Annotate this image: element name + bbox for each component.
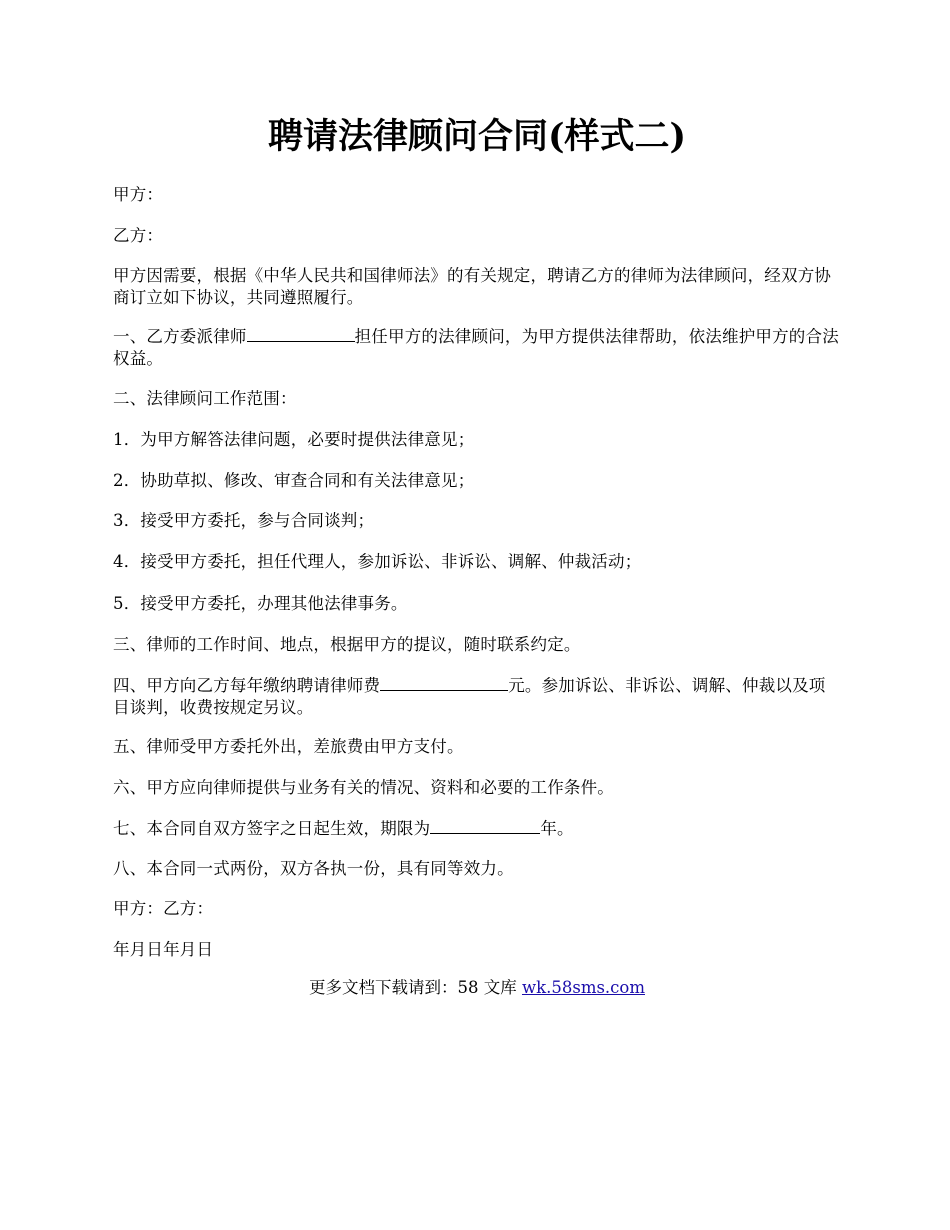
scope-item-3: 3．接受甲方委托，参与合同谈判； <box>113 511 375 530</box>
lawyer-name-blank <box>247 325 355 342</box>
clause-3: 三、律师的工作时间、地点，根据甲方的提议，随时联系约定。 <box>113 635 581 654</box>
clause-1 <box>113 325 841 370</box>
party-a-label: 甲方： <box>113 185 164 204</box>
scope-item-5: 5．接受甲方委托，办理其他法律事务。 <box>113 594 408 613</box>
scope-item-2: 2．协助草拟、修改、审查合同和有关法律意见； <box>113 471 475 490</box>
signature-dates: 年月日年月日 <box>113 940 214 959</box>
party-b-label: 乙方： <box>113 226 164 245</box>
clause-4-text-after: 元。参加诉讼、非诉讼、调解、仲裁以及项目谈判，收费按规定另议。 <box>113 676 826 717</box>
clause-2: 二、法律顾问工作范围： <box>113 389 297 408</box>
preamble-paragraph: 甲方因需要，根据《中华人民共和国律师法》的有关规定，聘请乙方的律师为法律顾问，经双方协商订立如下协议，共同遵照履行。 <box>113 266 832 307</box>
scope-item-1: 1．为甲方解答法律问题，必要时提供法律意见； <box>113 430 475 449</box>
fee-amount-blank <box>380 674 508 691</box>
scope-item-4: 4．接受甲方委托，担任代理人，参加诉讼、非诉讼、调解、仲裁活动； <box>113 552 642 571</box>
clause-7-text-before: 七、本合同自双方签字之日起生效，期限为 <box>113 819 431 838</box>
clause-1-text-after: 担任甲方的法律顾问，为甲方提供法律帮助，依法维护甲方的合法权益。 <box>113 327 839 368</box>
clause-4-text-before: 四、甲方向乙方每年缴纳聘请律师费 <box>113 676 381 695</box>
download-site-link[interactable]: wk.58sms.com <box>521 978 645 997</box>
download-footer <box>113 977 841 999</box>
clause-1-text-before: 一、乙方委派律师 <box>113 327 247 346</box>
term-years-blank <box>430 817 540 834</box>
clause-7-text-after: 年。 <box>540 819 574 838</box>
footer-text: 更多文档下载请到：58 文库 <box>308 978 522 997</box>
signature-parties: 甲方：乙方： <box>113 899 214 918</box>
document-title: 聘请法律顾问合同(样式二) <box>267 116 687 157</box>
clause-6: 六、甲方应向律师提供与业务有关的情况、资料和必要的工作条件。 <box>113 778 614 797</box>
clause-7 <box>113 817 841 840</box>
clause-4 <box>113 674 841 719</box>
clause-5: 五、律师受甲方委托外出，差旅费由甲方支付。 <box>113 737 464 756</box>
clause-8: 八、本合同一式两份，双方各执一份，具有同等效力。 <box>113 859 514 878</box>
